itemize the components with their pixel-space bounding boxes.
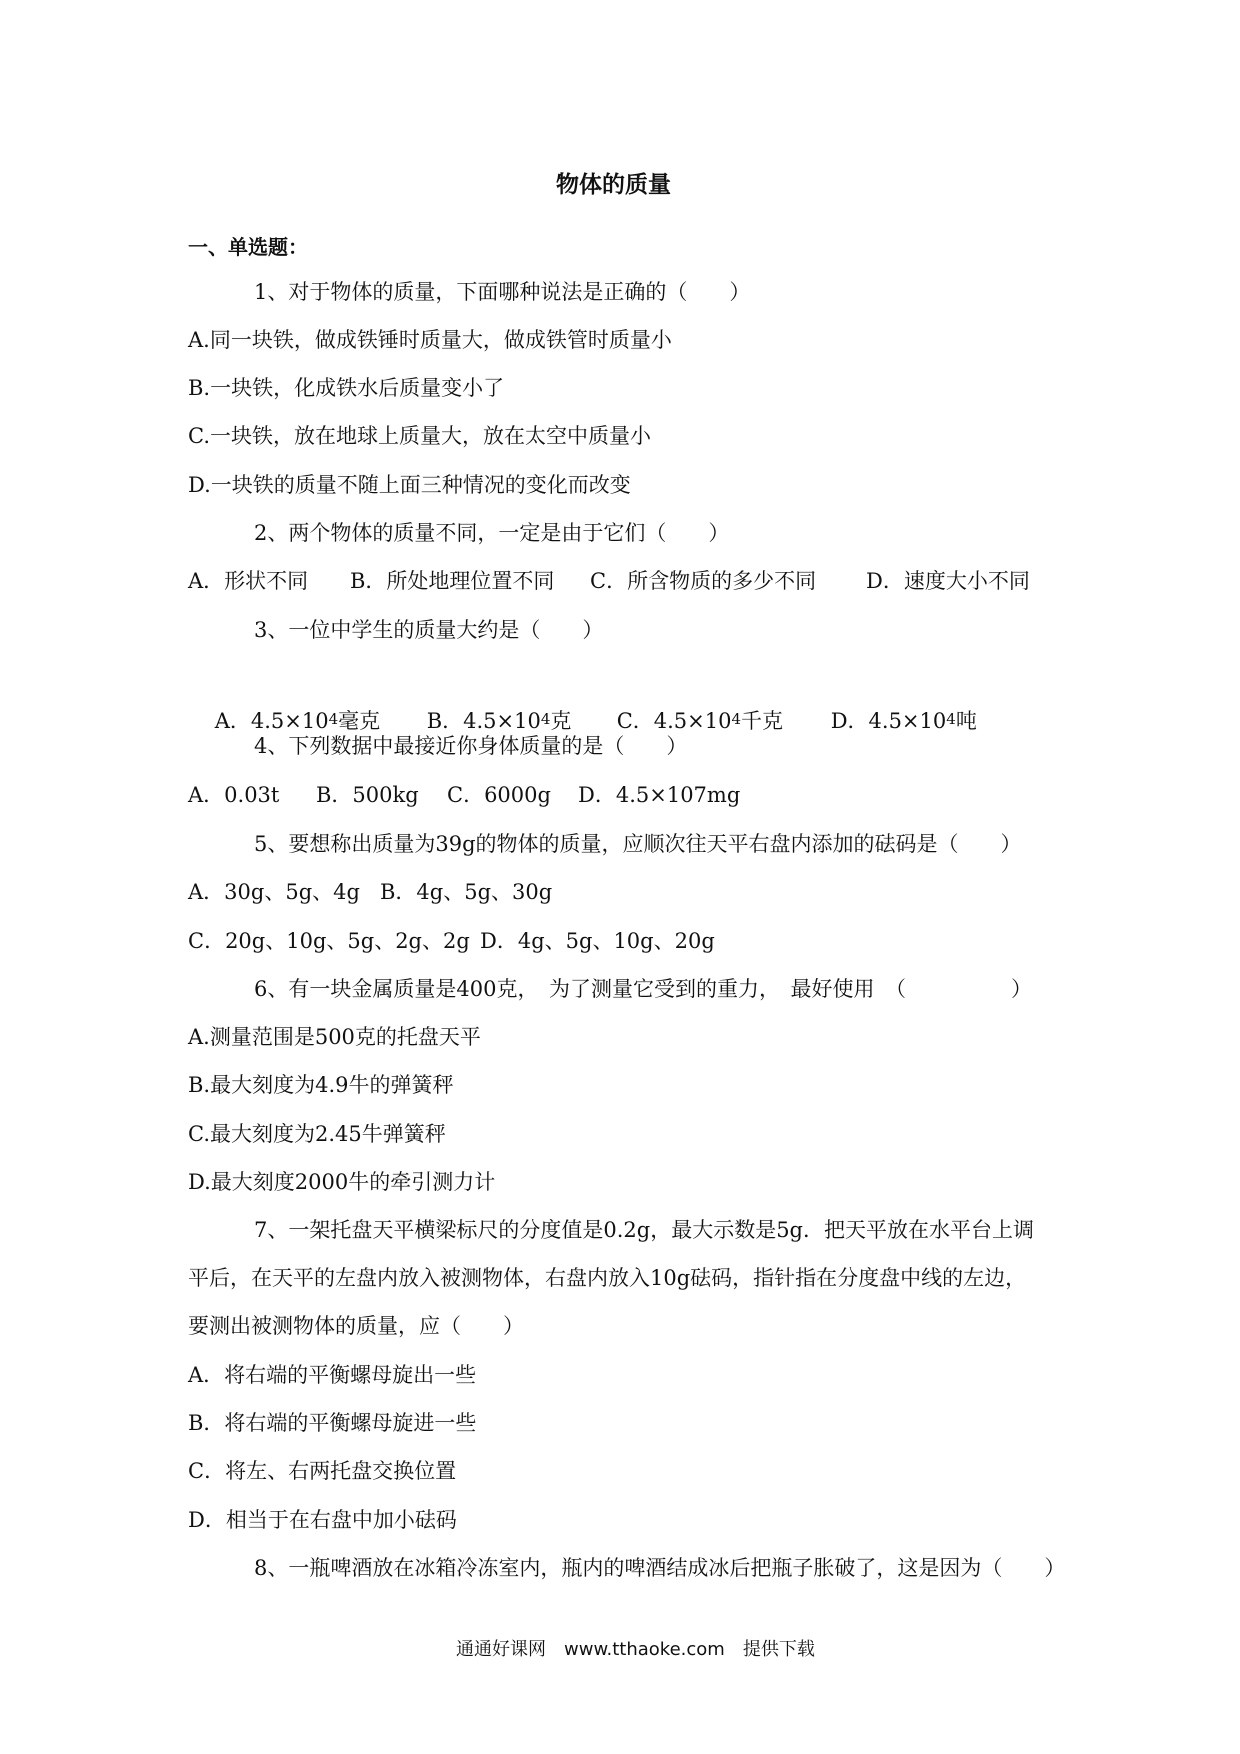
question-6-option-c: C.最大刻度为2.45牛弹簧秤 xyxy=(188,1122,446,1146)
question-7-option-b: B．将右端的平衡螺母旋进一些 xyxy=(188,1411,477,1435)
question-5-stem: 5、要想称出质量为39g的物体的质量，应顺次往天平右盘内添加的砝码是（ ） xyxy=(254,832,1022,856)
question-7-stem-line-3: 要测出被测物体的质量，应（ ） xyxy=(188,1314,524,1338)
question-4-option-b: B．500kg xyxy=(316,783,419,807)
question-6-option-a: A.测量范围是500克的托盘天平 xyxy=(188,1025,481,1049)
question-3-option-d xyxy=(804,679,977,765)
option-c-unit: 千克 xyxy=(741,709,784,733)
option-c-value: C．4.5×10 xyxy=(616,709,732,733)
question-4-option-a: A．0.03t xyxy=(188,783,280,807)
question-8-stem: 8、一瓶啤酒放在冰箱冷冻室内，瓶内的啤酒结成冰后把瓶子胀破了，这是因为（ ） xyxy=(254,1556,1066,1580)
option-d-unit: 吨 xyxy=(955,709,977,733)
question-3-stem: 3、一位中学生的质量大约是（ ） xyxy=(254,618,604,642)
question-4-option-c: C．6000g xyxy=(447,783,551,807)
question-6-stem: 6、有一块金属质量是400克， 为了测量它受到的重力， 最好使用 （ ） xyxy=(254,977,1032,1001)
question-7-option-a: A．将右端的平衡螺母旋出一些 xyxy=(188,1363,477,1387)
option-a-value: A．4.5×10 xyxy=(214,709,329,733)
question-6-option-d: D.最大刻度2000牛的牵引测力计 xyxy=(188,1170,496,1194)
exponent: 4 xyxy=(540,710,551,728)
question-5-option-a: A．30g、5g、4g xyxy=(188,880,360,904)
question-2-option-c: C．所含物质的多少不同 xyxy=(590,569,817,593)
exponent: 4 xyxy=(946,710,956,728)
option-d-value: D．4.5×10 xyxy=(830,709,947,733)
exponent: 4 xyxy=(731,710,742,728)
page-footer: 通通好课网 www.tthaoke.com 提供下载 xyxy=(456,1639,815,1660)
question-5-option-c: C．20g、10g、5g、2g、2g xyxy=(188,929,470,953)
page-title: 物体的质量 xyxy=(556,172,671,198)
section-heading: 一、单选题： xyxy=(188,235,308,259)
question-7-option-d: D．相当于在右盘中加小砝码 xyxy=(188,1508,457,1532)
question-7-stem-line-2: 平后，在天平的左盘内放入被测物体，右盘内放入10g砝码，指针指在分度盘中线的左边， xyxy=(188,1266,1027,1290)
question-1-stem: 1、对于物体的质量，下面哪种说法是正确的（ ） xyxy=(254,280,751,304)
question-4-option-d: D．4.5×107mg xyxy=(578,783,741,807)
question-6-option-b: B.最大刻度为4.9牛的弹簧秤 xyxy=(188,1073,454,1097)
question-1-option-a: A.同一块铁，做成铁锤时质量大，做成铁管时质量小 xyxy=(188,328,672,352)
exponent: 4 xyxy=(328,710,339,728)
question-5-option-d: D．4g、5g、10g、20g xyxy=(480,929,715,953)
option-b-value: B．4.5×10 xyxy=(426,709,541,733)
question-1-option-c: C.一块铁，放在地球上质量大，放在太空中质量小 xyxy=(188,424,651,448)
question-4-stem: 4、下列数据中最接近你身体质量的是（ ） xyxy=(254,734,688,758)
question-2-stem: 2、两个物体的质量不同，一定是由于它们（ ） xyxy=(254,521,730,545)
question-2-option-b: B．所处地理位置不同 xyxy=(350,569,555,593)
question-1-option-d: D.一块铁的质量不随上面三种情况的变化而改变 xyxy=(188,473,631,497)
option-b-unit: 克 xyxy=(550,709,572,733)
question-5-option-b: B．4g、5g、30g xyxy=(380,880,553,904)
question-7-stem-line-1: 7、一架托盘天平横梁标尺的分度值是0.2g，最大示数是5g．把天平放在水平台上调 xyxy=(254,1218,1035,1242)
option-a-unit: 毫克 xyxy=(338,709,381,733)
question-2-option-d: D．速度大小不同 xyxy=(866,569,1030,593)
question-7-option-c: C．将左、右两托盘交换位置 xyxy=(188,1459,457,1483)
question-2-option-a: A．形状不同 xyxy=(188,569,309,593)
question-1-option-b: B.一块铁，化成铁水后质量变小了 xyxy=(188,376,505,400)
